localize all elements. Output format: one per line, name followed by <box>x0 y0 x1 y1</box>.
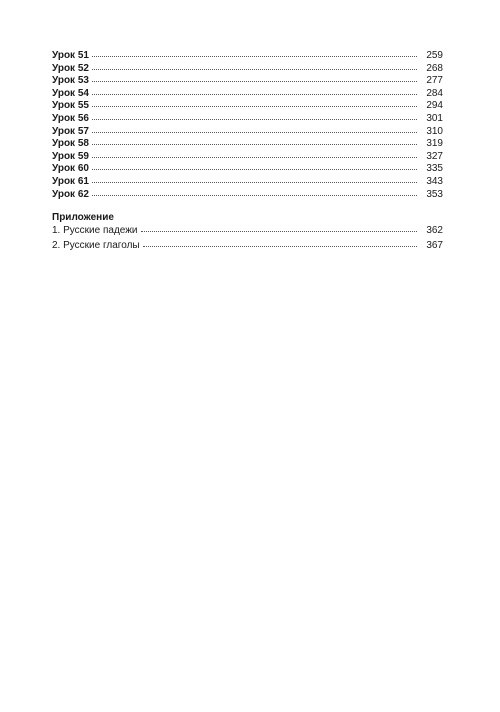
toc-entry-label: Урок 57 <box>52 125 89 137</box>
toc-entry-page: 353 <box>426 188 443 200</box>
toc-entry-label: Урок 53 <box>52 75 89 87</box>
dot-leader <box>92 149 417 158</box>
appendix-list <box>52 224 443 253</box>
toc-entry-label: Урок 51 <box>52 50 89 61</box>
toc-entry-label: Урок 59 <box>52 150 89 162</box>
dot-leader <box>92 174 417 183</box>
toc-entry-page: 294 <box>426 100 443 112</box>
toc-entry-label: Урок 55 <box>52 100 89 112</box>
dot-leader <box>141 223 417 232</box>
dot-leader <box>92 98 417 107</box>
dot-leader <box>92 161 417 170</box>
toc-entry-page: 367 <box>426 239 443 251</box>
toc-entry-label: 2. Русские глаголы <box>52 239 140 251</box>
toc-entry-page: 327 <box>426 150 443 162</box>
toc-entry-page: 277 <box>426 75 443 87</box>
toc-entry-page: 319 <box>426 138 443 150</box>
dot-leader <box>92 136 417 145</box>
toc-entry-label: Урок 58 <box>52 138 89 150</box>
toc-entry-page: 343 <box>426 175 443 187</box>
toc-entry-page: 259 <box>426 50 443 61</box>
appendix-heading: Приложение <box>52 212 114 224</box>
toc-entry-page: 301 <box>426 112 443 124</box>
lesson-list <box>52 49 443 200</box>
toc-entry-page: 335 <box>426 163 443 175</box>
table-of-contents <box>52 49 443 253</box>
toc-entry-page: 362 <box>426 225 443 237</box>
toc-entry-page: 310 <box>426 125 443 137</box>
toc-entry-appendix-verbs[interactable] <box>52 239 443 254</box>
toc-entry-label: Урок 54 <box>52 87 89 99</box>
dot-leader <box>143 238 417 247</box>
toc-entry-label: Урок 52 <box>52 62 89 74</box>
dot-leader <box>92 124 417 133</box>
dot-leader <box>92 86 417 95</box>
toc-entry-page: 284 <box>426 87 443 99</box>
toc-entry-label: 1. Русские падежи <box>52 225 138 237</box>
dot-leader <box>92 111 417 120</box>
toc-entry-label: Урок 62 <box>52 188 89 200</box>
toc-entry-appendix-cases[interactable] <box>52 224 443 239</box>
dot-leader <box>92 187 417 196</box>
dot-leader <box>92 61 417 70</box>
toc-entry-label: Урок 56 <box>52 112 89 124</box>
toc-entry-page: 268 <box>426 62 443 74</box>
dot-leader <box>92 48 417 57</box>
toc-entry-lesson-62[interactable] <box>52 188 443 201</box>
dot-leader <box>92 73 417 82</box>
toc-entry-label: Урок 60 <box>52 163 89 175</box>
toc-entry-label: Урок 61 <box>52 175 89 187</box>
